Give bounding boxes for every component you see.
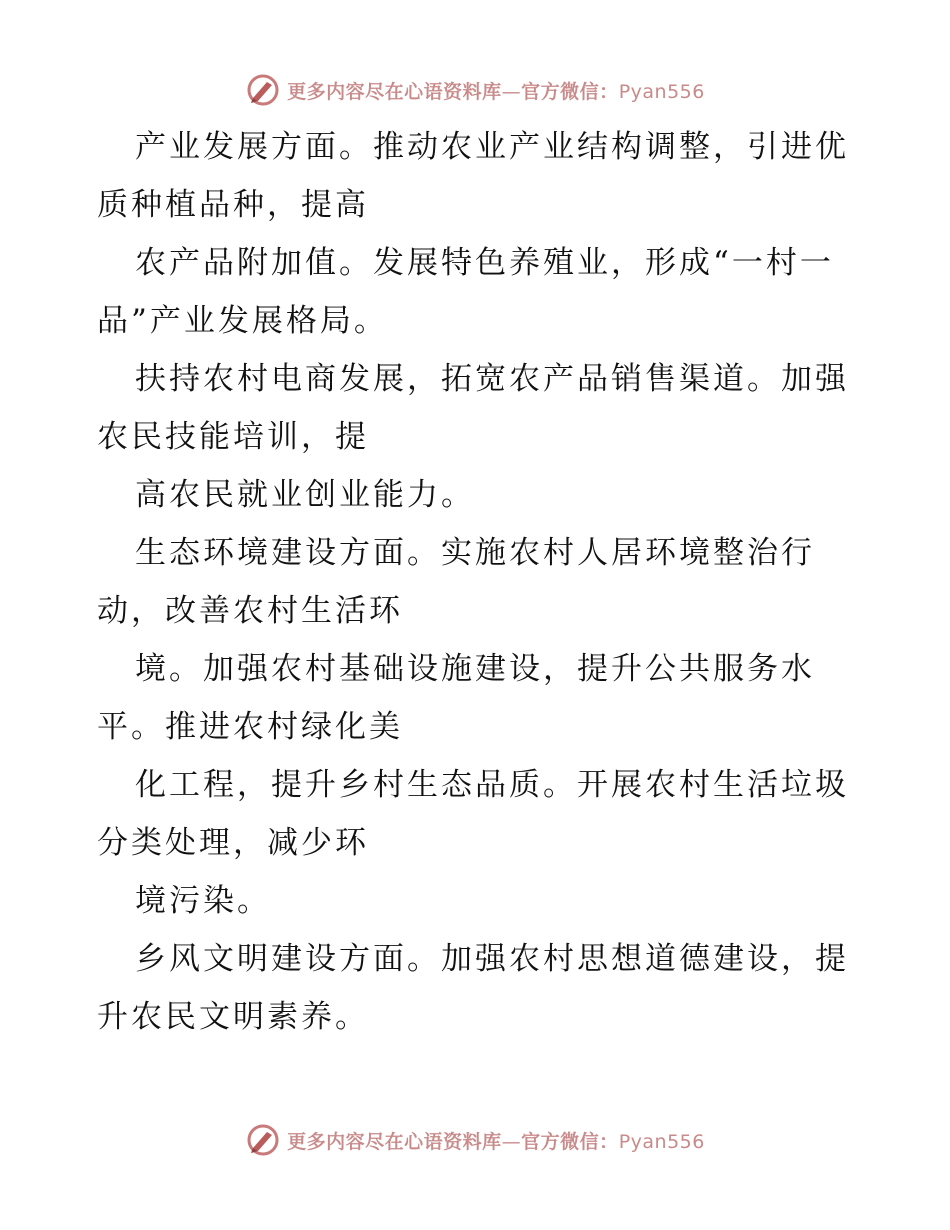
watermark-text: 更多内容尽在心语资料库—官方微信：Pyan556 bbox=[287, 1130, 705, 1153]
pen-circle-logo-icon bbox=[245, 72, 281, 108]
footer-watermark bbox=[0, 1120, 950, 1160]
watermark-text: 更多内容尽在心语资料库—官方微信：Pyan556 bbox=[287, 80, 705, 103]
paragraph: 乡风文明建设方面。加强农村思想道德建设，提升农民文明素养。 bbox=[97, 941, 849, 1035]
pen-circle-logo-icon bbox=[245, 1122, 281, 1158]
paragraph: 化工程，提升乡村生态品质。开展农村生活垃圾分类处理，减少环 bbox=[97, 767, 849, 861]
paragraph: 高农民就业创业能力。 bbox=[135, 477, 475, 513]
paragraph: 扶持农村电商发展，拓宽农产品销售渠道。加强农民技能培训，提 bbox=[97, 361, 849, 455]
paragraph: 产业发展方面。推动农业产业结构调整，引进优质种植品种，提高 bbox=[97, 129, 849, 223]
paragraph: 生态环境建设方面。实施农村人居环境整治行动，改善农村生活环 bbox=[97, 535, 815, 629]
paragraph: 农产品附加值。发展特色养殖业，形成“一村一品”产业发展格局。 bbox=[97, 245, 834, 339]
paragraph: 境。加强农村基础设施建设，提升公共服务水平。推进农村绿化美 bbox=[97, 651, 815, 745]
paragraph: 境污染。 bbox=[135, 883, 271, 919]
document-body bbox=[97, 118, 867, 1046]
header-watermark bbox=[0, 70, 950, 110]
